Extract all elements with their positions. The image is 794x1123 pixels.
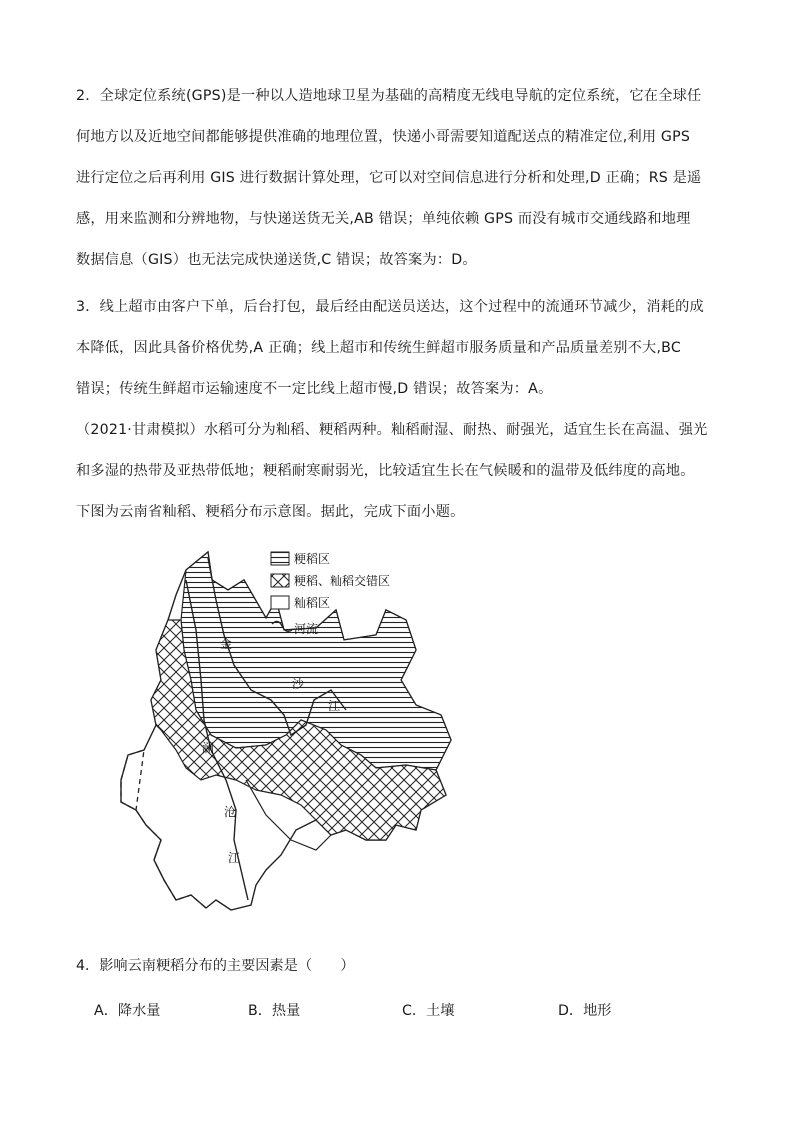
label-jiang-lancang: 江: [228, 851, 241, 865]
text-line: 感，用来监测和分辨地物，与快递送货无关,AB 错误；单纯依赖 GPS 而没有城市交通线路和地理: [76, 211, 691, 227]
text-line: 数据信息（GIS）也无法完成快递送货,C 错误；故答案为：D。: [76, 252, 477, 268]
question-4-stem: 4．影响云南粳稻分布的主要因素是（ ）: [76, 958, 355, 974]
label-jiang-jinsha: 江: [328, 699, 341, 713]
text-line: 2．全球定位系统(GPS)是一种以人造地球卫星为基础的高精度无线电导航的定位系统，它在全球任: [76, 88, 702, 104]
legend-japonica-swatch: [271, 552, 289, 565]
answer-explanation-q3: [76, 287, 726, 410]
label-jin: 金: [220, 637, 233, 651]
answer-explanation-q2: [76, 76, 726, 281]
option-d[interactable]: D．地形: [558, 1003, 612, 1019]
option-a[interactable]: A．降水量: [94, 1003, 161, 1019]
map-figure: [116, 540, 476, 940]
legend-mixed-swatch: [271, 574, 289, 587]
text-line: 和多湿的热带及亚热带低地；粳稻耐寒耐弱光，比较适宜生长在气候暖和的温带及低纬度的高地。: [76, 463, 695, 479]
legend-indica-swatch: [271, 596, 289, 609]
option-b[interactable]: B．热量: [248, 1003, 301, 1019]
label-sha: 沙: [292, 677, 305, 691]
text-line: 错误；传统生鲜超市运输速度不一定比线上超市慢,D 错误；故答案为：A。: [76, 381, 553, 397]
legend-japonica-label: 粳稻区: [294, 552, 331, 566]
label-lan: 澜: [202, 741, 215, 755]
option-c[interactable]: C．土壤: [402, 1003, 455, 1019]
text-line: 3．线上超市由客户下单，后台打包，最后经由配送员送达，这个过程中的流通环节减少，消耗的成: [76, 299, 704, 315]
legend-indica-label: 籼稻区: [294, 596, 331, 610]
text-line: 下图为云南省籼稻、粳稻分布示意图。据此，完成下面小题。: [76, 504, 465, 520]
text-line: 进行定位之后再利用 GIS 进行数据计算处理，它可以对空间信息进行分析和处理,D 正确；RS 是遥: [76, 170, 702, 186]
legend-river-label: 河流: [294, 622, 319, 636]
legend-mixed-label: 粳稻、籼稻交错区: [294, 574, 391, 588]
yunnan-rice-distribution-map: [116, 540, 476, 940]
text-line: （2021·甘肃模拟）水稻可分为籼稻、粳稻两种。籼稻耐湿、耐热、耐强光，适宜生长在高温、强光: [76, 422, 708, 438]
text-line: 本降低，因此具备价格优势,A 正确；线上超市和传统生鲜超市服务质量和产品质量差别不大,BC: [76, 340, 681, 356]
question-stem-passage: [76, 410, 726, 533]
label-cang: 沧: [224, 805, 237, 819]
text-line: 何地方以及近地空间都能够提供准确的地理位置，快递小哥需要知道配送点的精准定位,利用 GPS: [76, 129, 691, 145]
